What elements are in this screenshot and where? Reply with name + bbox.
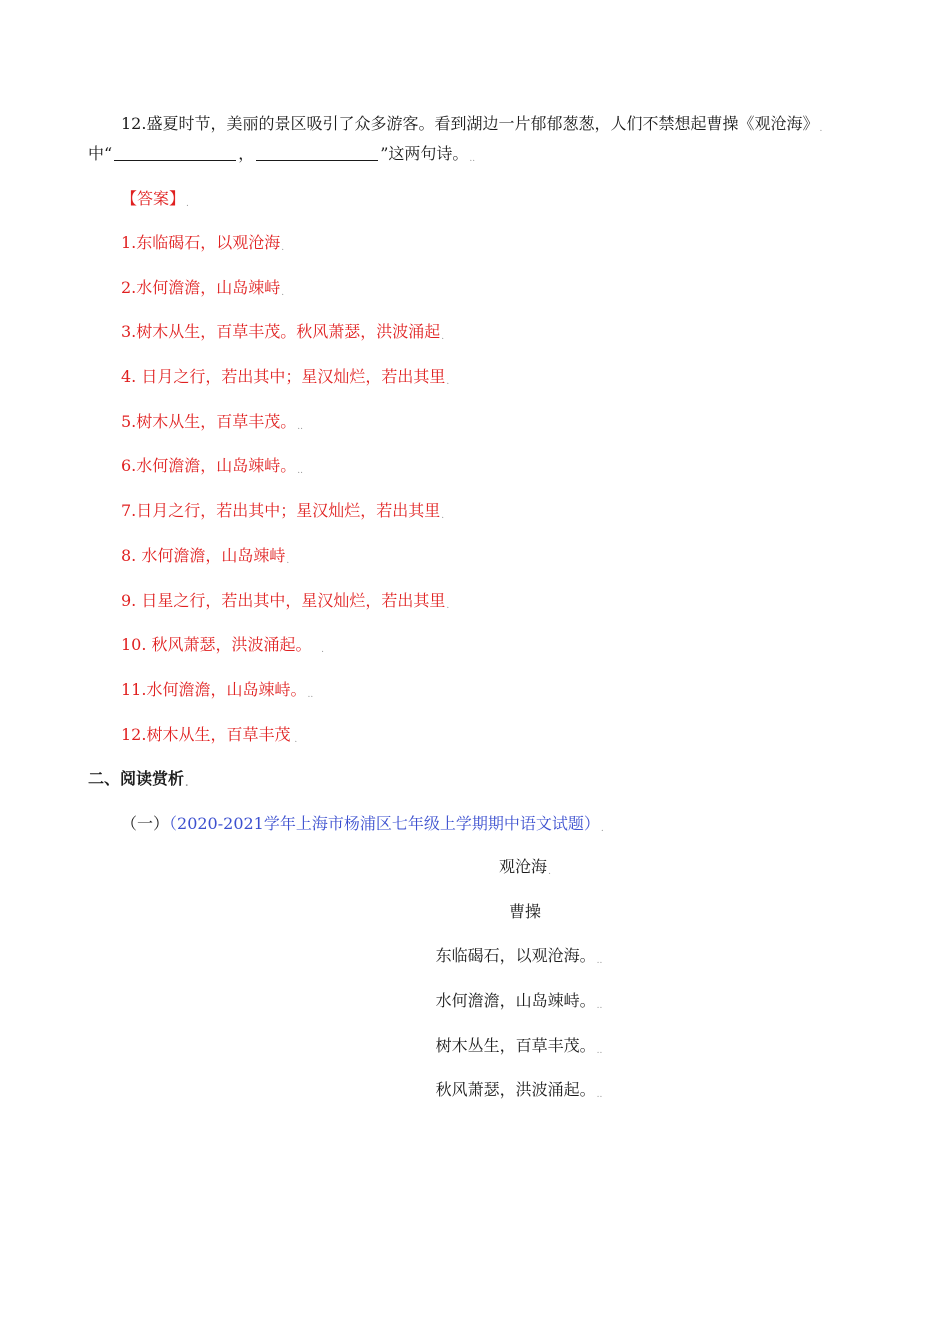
answer-item: 7.日月之行，若出其中；星汉灿烂，若出其里.: [121, 501, 445, 522]
paragraph-mark-icon: .: [819, 124, 823, 134]
paragraph-mark-icon: ..: [596, 1001, 603, 1012]
answer-item: 3.树木从生，百草丰茂。秋风萧瑟，洪波涌起.: [121, 322, 445, 343]
paragraph-mark-icon: .: [446, 377, 450, 388]
paragraph-mark-icon: .: [548, 867, 551, 877]
paragraph-mark-icon: .: [446, 600, 450, 611]
paragraph-mark-icon: ..: [469, 154, 476, 164]
paragraph-mark-icon: ..: [596, 1090, 603, 1101]
poem-line: 秋风萧瑟，洪波涌起。..: [435, 1080, 603, 1101]
answer-blank-1: [114, 144, 236, 161]
question-source: （2020-2021学年上海市杨浦区七年级上学期期中语文试题）: [169, 814, 600, 833]
question-suffix: ”这两句诗。: [380, 144, 469, 163]
answer-item: 12.树木从生，百草丰茂 .: [121, 724, 298, 745]
paragraph-mark-icon: .: [600, 824, 604, 834]
section-title: [88, 768, 188, 795]
paragraph-mark-icon: .: [185, 779, 189, 789]
poem-line: 树木丛生，百草丰茂。..: [435, 1035, 603, 1056]
poem-author: 曹操: [508, 901, 541, 921]
paragraph-mark-icon: .: [281, 243, 285, 253]
paragraph-mark-icon: .: [281, 287, 285, 298]
answer-item: 1.东临碣石，以观沧海.: [121, 233, 285, 253]
answer-item: 4. 日月之行，若出其中；星汉灿烂，若出其里.: [121, 367, 450, 388]
question-prefix: 中“: [88, 144, 113, 163]
answer-item: 2.水何澹澹，山岛竦峙.: [121, 277, 285, 298]
paragraph-mark-icon: ..: [297, 466, 304, 477]
paragraph-mark-icon: ..: [596, 956, 603, 967]
answer-item: 6.水何澹澹，山岛竦峙。..: [121, 456, 304, 477]
answer-item: 9. 日星之行，若出其中，星汉灿烂，若出其里.: [121, 590, 450, 611]
answer-header-text: 【答案】: [121, 189, 186, 208]
subsection-heading: [121, 813, 604, 840]
question-text: 12.盛夏时节，美丽的景区吸引了众多游客。看到湖边一片郁郁葱葱，人们不禁想起曹操《观沧海》: [121, 114, 819, 133]
poem-line: 东临碣石，以观沧海。..: [435, 946, 603, 967]
answer-header: [121, 188, 189, 215]
question-mid: ，: [238, 144, 255, 163]
answer-item: 10. 秋风萧瑟，洪波涌起。 .: [121, 635, 324, 656]
paragraph-mark-icon: ..: [307, 689, 314, 700]
paragraph-mark-icon: .: [291, 734, 298, 745]
paragraph-mark-icon: .: [186, 199, 189, 209]
paragraph-mark-icon: ..: [596, 1045, 603, 1056]
paragraph-mark-icon: .: [312, 645, 324, 656]
poem-title: 观沧海.: [499, 857, 551, 877]
paragraph-mark-icon: .: [441, 511, 445, 522]
answer-item: 11.水何澹澹，山岛竦峙。..: [121, 679, 314, 700]
answer-list: [121, 232, 821, 768]
answer-blank-2: [256, 144, 378, 161]
question-line-2: [88, 143, 475, 170]
section-title-text: 二、阅读赏析: [88, 769, 185, 788]
poem-block: [0, 856, 950, 1124]
paragraph-mark-icon: .: [286, 555, 290, 566]
paragraph-mark-icon: .: [441, 332, 445, 343]
question-line-1: [121, 113, 822, 140]
answer-item: 5.树木从生，百草丰茂。..: [121, 411, 304, 432]
answer-item: 8. 水何澹澹，山岛竦峙.: [121, 545, 290, 566]
subsection-label: （一）: [121, 814, 170, 833]
poem-line: 水何澹澹，山岛竦峙。..: [435, 991, 603, 1012]
paragraph-mark-icon: ..: [297, 421, 304, 432]
